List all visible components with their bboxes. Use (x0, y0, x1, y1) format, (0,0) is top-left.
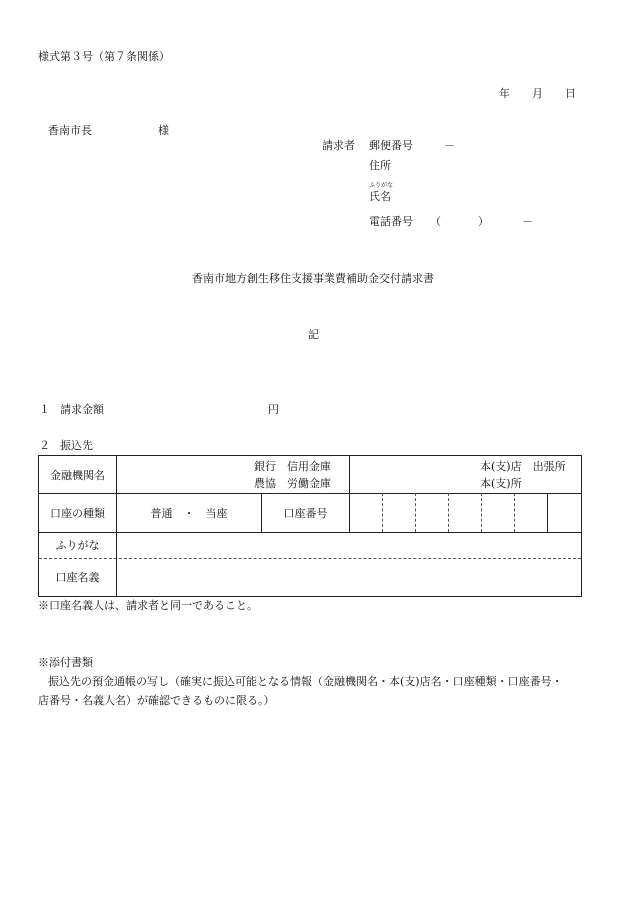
column-divider (349, 493, 350, 532)
section2-number: ２ (39, 439, 50, 452)
address-label: 住所 (369, 159, 391, 172)
row-divider (39, 532, 581, 533)
transfer-table (38, 455, 582, 597)
claimant-label: 請求者 (322, 139, 355, 152)
branch-types-row2: 本(支)所 (480, 477, 522, 490)
section1-label: 請求金額 (60, 403, 104, 416)
institution-label: 金融機関名 (50, 469, 105, 482)
postal-code-label: 郵便番号 (369, 139, 413, 152)
attachments-line1: 振込先の預金通帳の写し（確実に振込可能となる情報（金融機関名・本(支)店名・口座種類・口座番号・ (48, 675, 563, 688)
date-day-label: 日 (565, 87, 576, 100)
digit-box-divider (382, 493, 383, 532)
form-number: 様式第３号（第７条関係） (38, 50, 170, 63)
digit-box-divider (448, 493, 449, 532)
digit-box-divider (481, 493, 482, 532)
phone-dash: － (522, 215, 533, 228)
bank-types-row1: 銀行 信用金庫 (254, 460, 331, 473)
date-month-label: 月 (532, 87, 543, 100)
document-title: 香南市地方創生移住支援事業費補助金交付請求書 (192, 272, 434, 285)
column-divider (116, 456, 117, 596)
amount-unit: 円 (268, 403, 279, 416)
row-divider-dashed (39, 558, 581, 559)
addressee-name: 香南市長 (48, 124, 92, 137)
branch-types-row1: 本(支)店 出張所 (480, 460, 566, 473)
digit-box-divider (415, 493, 416, 532)
account-holder-label: 口座名義 (55, 571, 100, 584)
account-type-options: 普通 ・ 当座 (150, 507, 228, 520)
phone-close-paren: ） (478, 215, 489, 228)
attachments-heading: ※添付書類 (38, 656, 93, 669)
column-divider (349, 456, 350, 493)
section1-number: １ (39, 403, 50, 416)
bank-types-row2: 農協 労働金庫 (254, 477, 331, 490)
date-year-label: 年 (499, 87, 510, 100)
account-number-label: 口座番号 (283, 507, 328, 520)
addressee-honorific: 様 (158, 124, 169, 137)
phone-open-paren: （ (430, 215, 441, 228)
account-type-label: 口座の種類 (50, 507, 105, 520)
name-label: 氏名 (369, 190, 391, 203)
postal-code-dash: － (444, 139, 455, 152)
furigana-label: ふりがな (55, 539, 100, 552)
column-divider (547, 493, 548, 532)
digit-box-divider (514, 493, 515, 532)
row-divider (39, 493, 581, 494)
ki-label: 記 (308, 328, 319, 341)
name-furigana-ruby: ふりがな (369, 182, 394, 189)
section2-label: 振込先 (60, 439, 93, 452)
attachments-line2: 店番号・名義人名）が確認できるものに限る。） (38, 694, 275, 707)
phone-label: 電話番号 (369, 215, 413, 228)
table-note: ※口座名義人は、請求者と同一であること。 (38, 599, 258, 612)
